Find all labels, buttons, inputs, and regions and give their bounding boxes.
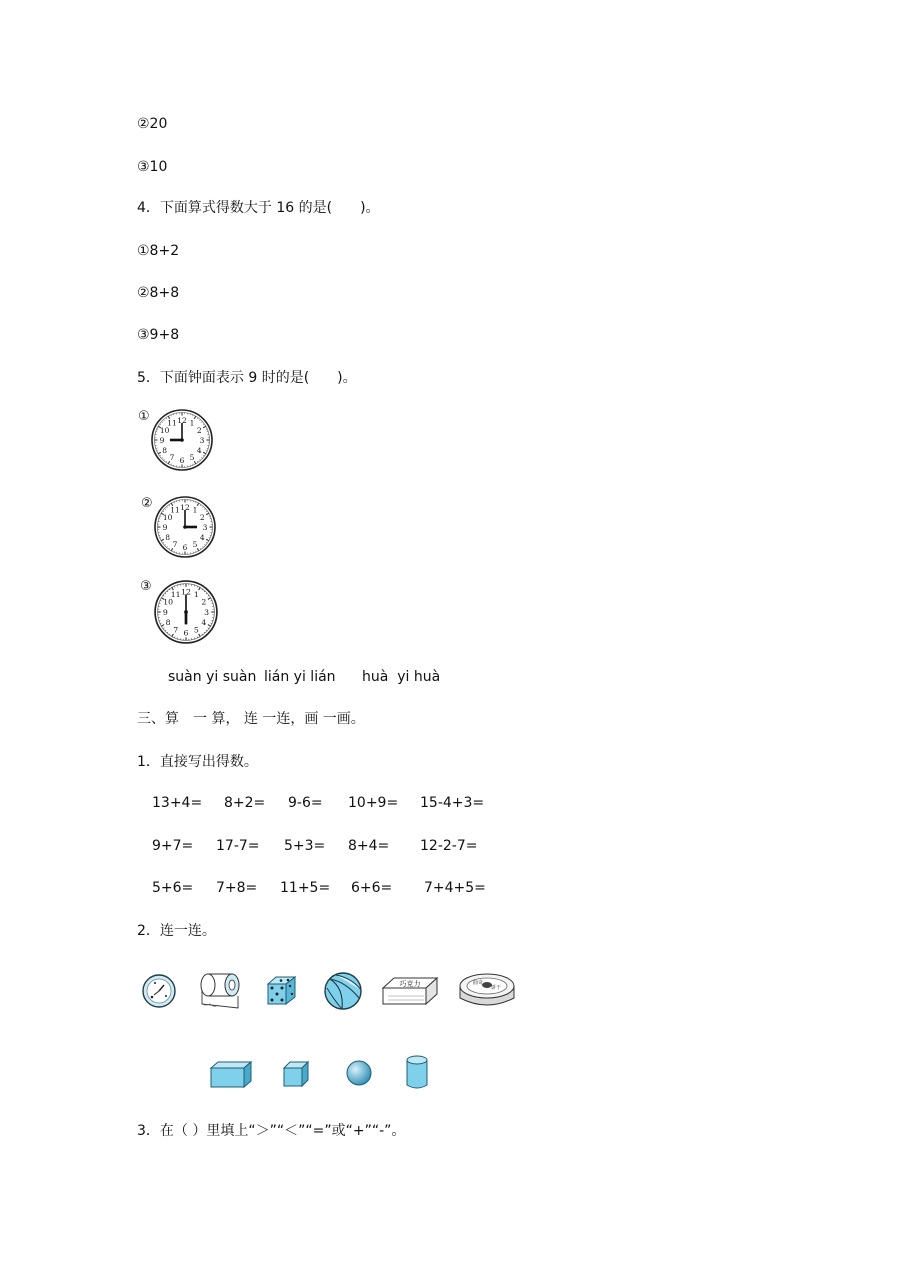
- clock-number: 3: [202, 522, 208, 532]
- section-3-title: 三、算 一 算， 连 一连，画 一画。: [137, 711, 365, 727]
- clock-number: 12: [181, 587, 191, 597]
- q1-expr: 5+6=: [152, 880, 194, 896]
- clock-number: 11: [170, 505, 180, 515]
- clock-3-marker: ③: [140, 579, 152, 594]
- sphere-icon: [345, 1059, 373, 1087]
- clock-number: 9: [162, 607, 168, 617]
- clock-number: 7: [169, 453, 175, 463]
- clock-number: 3: [199, 435, 205, 445]
- clock-center: [183, 525, 187, 529]
- q4-stem: 4．下面算式得数大于 16 的是( )。: [137, 200, 380, 216]
- q1-expr: 17-7=: [216, 838, 260, 854]
- q1-expr: 15-4+3=: [420, 795, 485, 811]
- beach-ball-icon: [322, 970, 364, 1012]
- q3-fill-stem: 3．在（ ）里填上“＞”“＜”“=”或“+”“-”。: [137, 1123, 406, 1139]
- q1-expr: 11+5=: [280, 880, 331, 896]
- dice-icon: [264, 974, 300, 1010]
- clock-number: 6: [183, 628, 189, 638]
- q1-stem: 1．直接写出得数。: [137, 754, 258, 770]
- q1-expr: 9+7=: [152, 838, 194, 854]
- clock-number: 8: [165, 532, 171, 542]
- q3-option-3: ③10: [137, 159, 168, 175]
- q1-expr: 5+3=: [284, 838, 326, 854]
- clock-number: 2: [196, 425, 202, 435]
- cylinder-icon: [404, 1054, 430, 1092]
- clock-number: 11: [170, 590, 181, 600]
- q2-stem: 2．连一连。: [137, 923, 216, 939]
- q5-stem: 5．下面钟面表示 9 时的是( )。: [137, 370, 357, 386]
- clock-number: 4: [199, 532, 205, 542]
- clock-number: 5: [189, 453, 195, 463]
- clock-number: 5: [193, 625, 199, 635]
- tin-label-bottom: 饼干: [490, 985, 502, 991]
- clock-number: 10: [163, 597, 174, 607]
- q1-expr: 9-6=: [288, 795, 323, 811]
- q4-option-2: ②8+8: [137, 285, 180, 301]
- clock-number: 2: [199, 512, 205, 522]
- pinyin-hua: huà yi huà: [362, 669, 441, 685]
- clock-number: 5: [192, 540, 198, 550]
- q4-option-3: ③9+8: [137, 327, 180, 343]
- clock-number: 6: [179, 455, 185, 465]
- clock-number: 6: [182, 542, 188, 552]
- clock-number: 9: [159, 435, 165, 445]
- q3-option-2: ②20: [137, 116, 168, 132]
- clock-number: 1: [193, 590, 199, 600]
- paper-roll-icon: [198, 970, 244, 1012]
- clock-number: 7: [173, 625, 179, 635]
- clock-number: 11: [167, 418, 177, 428]
- cube-icon: [281, 1060, 311, 1088]
- clock-ball-icon: [140, 972, 178, 1010]
- pinyin-suan: suàn yi suàn: [168, 669, 257, 685]
- clock-2-icon: [153, 495, 217, 559]
- clock-number: 12: [177, 415, 187, 425]
- clock-3-icon: [153, 579, 219, 645]
- q1-expr: 6+6=: [351, 880, 393, 896]
- q1-expr: 8+2=: [224, 795, 266, 811]
- clock-number: 12: [180, 502, 190, 512]
- clock-center: [184, 610, 188, 614]
- clock-number: 4: [201, 618, 207, 628]
- q1-expr: 13+4=: [152, 795, 203, 811]
- clock-number: 9: [162, 522, 168, 532]
- clock-number: 8: [165, 618, 171, 628]
- tin-label-top: 曲奇: [472, 980, 484, 986]
- clock-1-icon: [150, 408, 214, 472]
- clock-number: 10: [159, 425, 170, 435]
- q1-expr: 7+4+5=: [424, 880, 486, 896]
- chocolate-box-label: 巧克力: [399, 980, 421, 988]
- q1-expr: 8+4=: [348, 838, 390, 854]
- clock-2-marker: ②: [141, 496, 153, 511]
- clock-number: 1: [189, 418, 195, 428]
- cuboid-icon: [208, 1060, 254, 1090]
- clock-number: 8: [162, 445, 168, 455]
- q1-expr: 12-2-7=: [420, 838, 478, 854]
- clock-number: 1: [192, 505, 198, 515]
- round-tin-icon: [456, 968, 518, 1012]
- clock-1-marker: ①: [138, 409, 150, 424]
- clock-number: 10: [162, 512, 173, 522]
- chocolate-box-icon: [380, 974, 440, 1010]
- clock-number: 2: [201, 597, 207, 607]
- q1-expr: 10+9=: [348, 795, 399, 811]
- clock-number: 4: [196, 445, 202, 455]
- clock-center: [180, 438, 184, 442]
- clock-number: 3: [204, 607, 210, 617]
- q4-option-1: ①8+2: [137, 243, 180, 259]
- pinyin-lian: lián yi lián: [264, 669, 336, 685]
- clock-number: 7: [172, 540, 178, 550]
- q1-expr: 7+8=: [216, 880, 258, 896]
